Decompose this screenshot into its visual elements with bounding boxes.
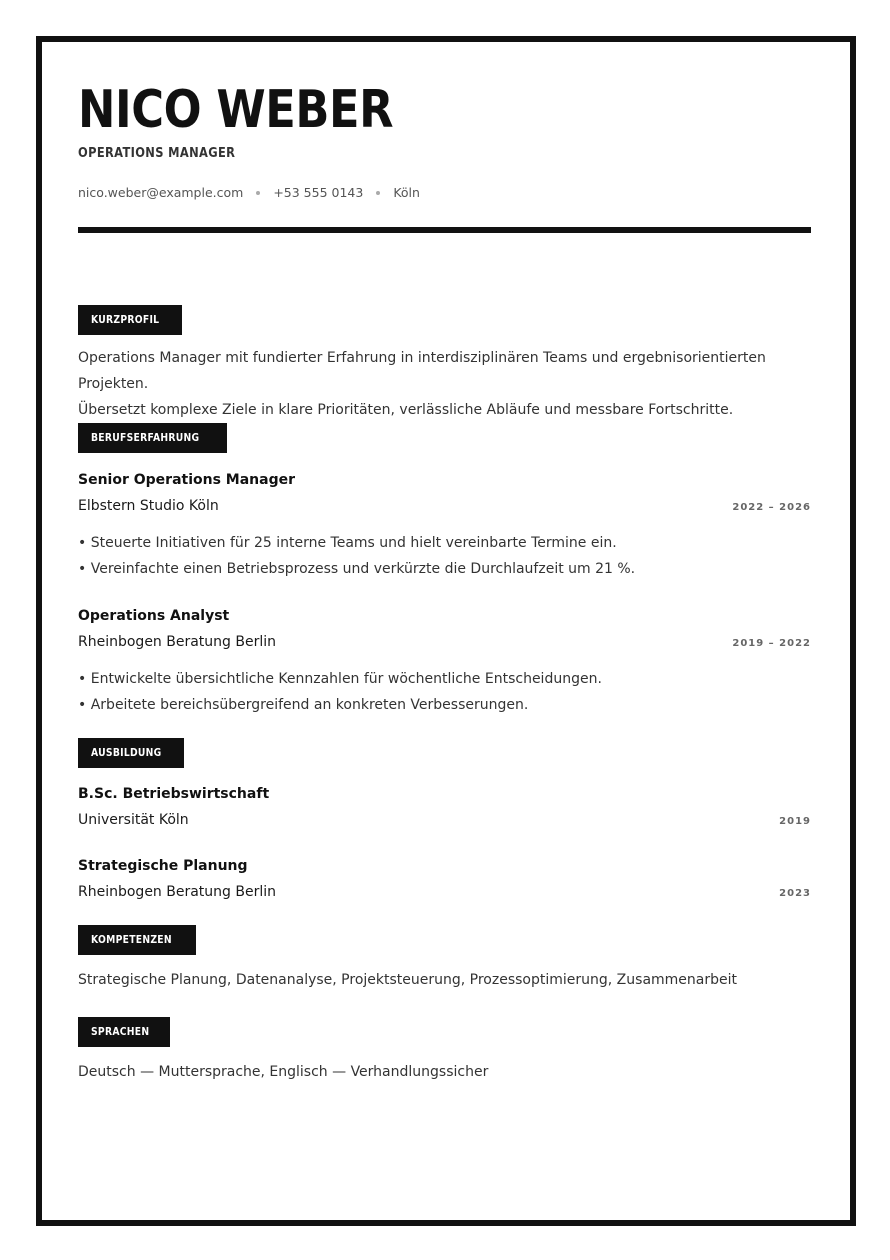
skills-text: Strategische Planung, Datenanalyse, Projektsteuerung, Prozessoptimierung, Zusammenarbeit bbox=[78, 972, 737, 988]
company-name: Rheinbogen Beratung Berlin bbox=[78, 634, 277, 650]
profile-text: Operations Manager mit fundierter Erfahrung in interdisziplinären Teams und ergebnisorientierten Projekten. Übersetzt komplexe Ziele in klare Prioritäten, verlässliche Abläufe und messbare Fortschritte. bbox=[78, 350, 766, 418]
section-languages bbox=[78, 1017, 811, 1085]
resume-header bbox=[78, 80, 811, 233]
header-rule bbox=[78, 227, 811, 233]
experience-entry bbox=[78, 606, 811, 718]
bullet-item: • Entwickelte übersichtliche Kennzahlen für wöchentliche Entscheidungen. bbox=[78, 666, 811, 692]
job-dates: 2019 – 2022 bbox=[732, 638, 811, 649]
degree-title: B.Sc. Betriebswirtschaft bbox=[78, 786, 270, 802]
candidate-role: OPERATIONS MANAGER bbox=[78, 146, 236, 161]
institution-name: Universität Köln bbox=[78, 812, 189, 828]
education-entry bbox=[78, 784, 811, 832]
section-heading: SPRACHEN bbox=[78, 1017, 170, 1047]
resume-page bbox=[36, 36, 856, 1226]
section-experience bbox=[78, 423, 811, 453]
languages-text: Deutsch — Muttersprache, Englisch — Verhandlungssicher bbox=[78, 1064, 489, 1080]
degree-title: Strategische Planung bbox=[78, 858, 248, 874]
separator-dot bbox=[376, 191, 380, 195]
email-address[interactable]: nico.weber@example.com bbox=[78, 185, 244, 200]
separator-dot bbox=[256, 191, 260, 195]
education-year: 2019 bbox=[779, 816, 811, 827]
education-entry bbox=[78, 856, 811, 904]
job-bullets bbox=[78, 530, 811, 582]
section-education bbox=[78, 738, 811, 768]
section-heading: AUSBILDUNG bbox=[78, 738, 184, 768]
section-profile bbox=[78, 305, 811, 423]
institution-name: Rheinbogen Beratung Berlin bbox=[78, 884, 277, 900]
job-dates: 2022 – 2026 bbox=[732, 502, 811, 513]
job-title: Senior Operations Manager bbox=[78, 472, 296, 488]
job-bullets bbox=[78, 666, 811, 718]
bullet-item: • Vereinfachte einen Betriebsprozess und verkürzte die Durchlaufzeit um 21 %. bbox=[78, 556, 811, 582]
company-name: Elbstern Studio Köln bbox=[78, 498, 219, 514]
section-skills bbox=[78, 925, 811, 993]
candidate-name: NICO WEBER bbox=[78, 80, 394, 140]
job-title: Operations Analyst bbox=[78, 608, 230, 624]
education-year: 2023 bbox=[779, 888, 811, 899]
phone-number[interactable]: +53 555 0143 bbox=[273, 185, 364, 200]
section-heading: KURZPROFIL bbox=[78, 305, 182, 335]
city: Köln bbox=[393, 185, 420, 200]
contact-line bbox=[78, 185, 811, 200]
section-heading: BERUFSERFAHRUNG bbox=[78, 423, 227, 453]
bullet-item: • Arbeitete bereichsübergreifend an konkreten Verbesserungen. bbox=[78, 692, 811, 718]
section-heading: KOMPETENZEN bbox=[78, 925, 196, 955]
bullet-item: • Steuerte Initiativen für 25 interne Teams und hielt vereinbarte Termine ein. bbox=[78, 530, 811, 556]
experience-entry bbox=[78, 470, 811, 582]
